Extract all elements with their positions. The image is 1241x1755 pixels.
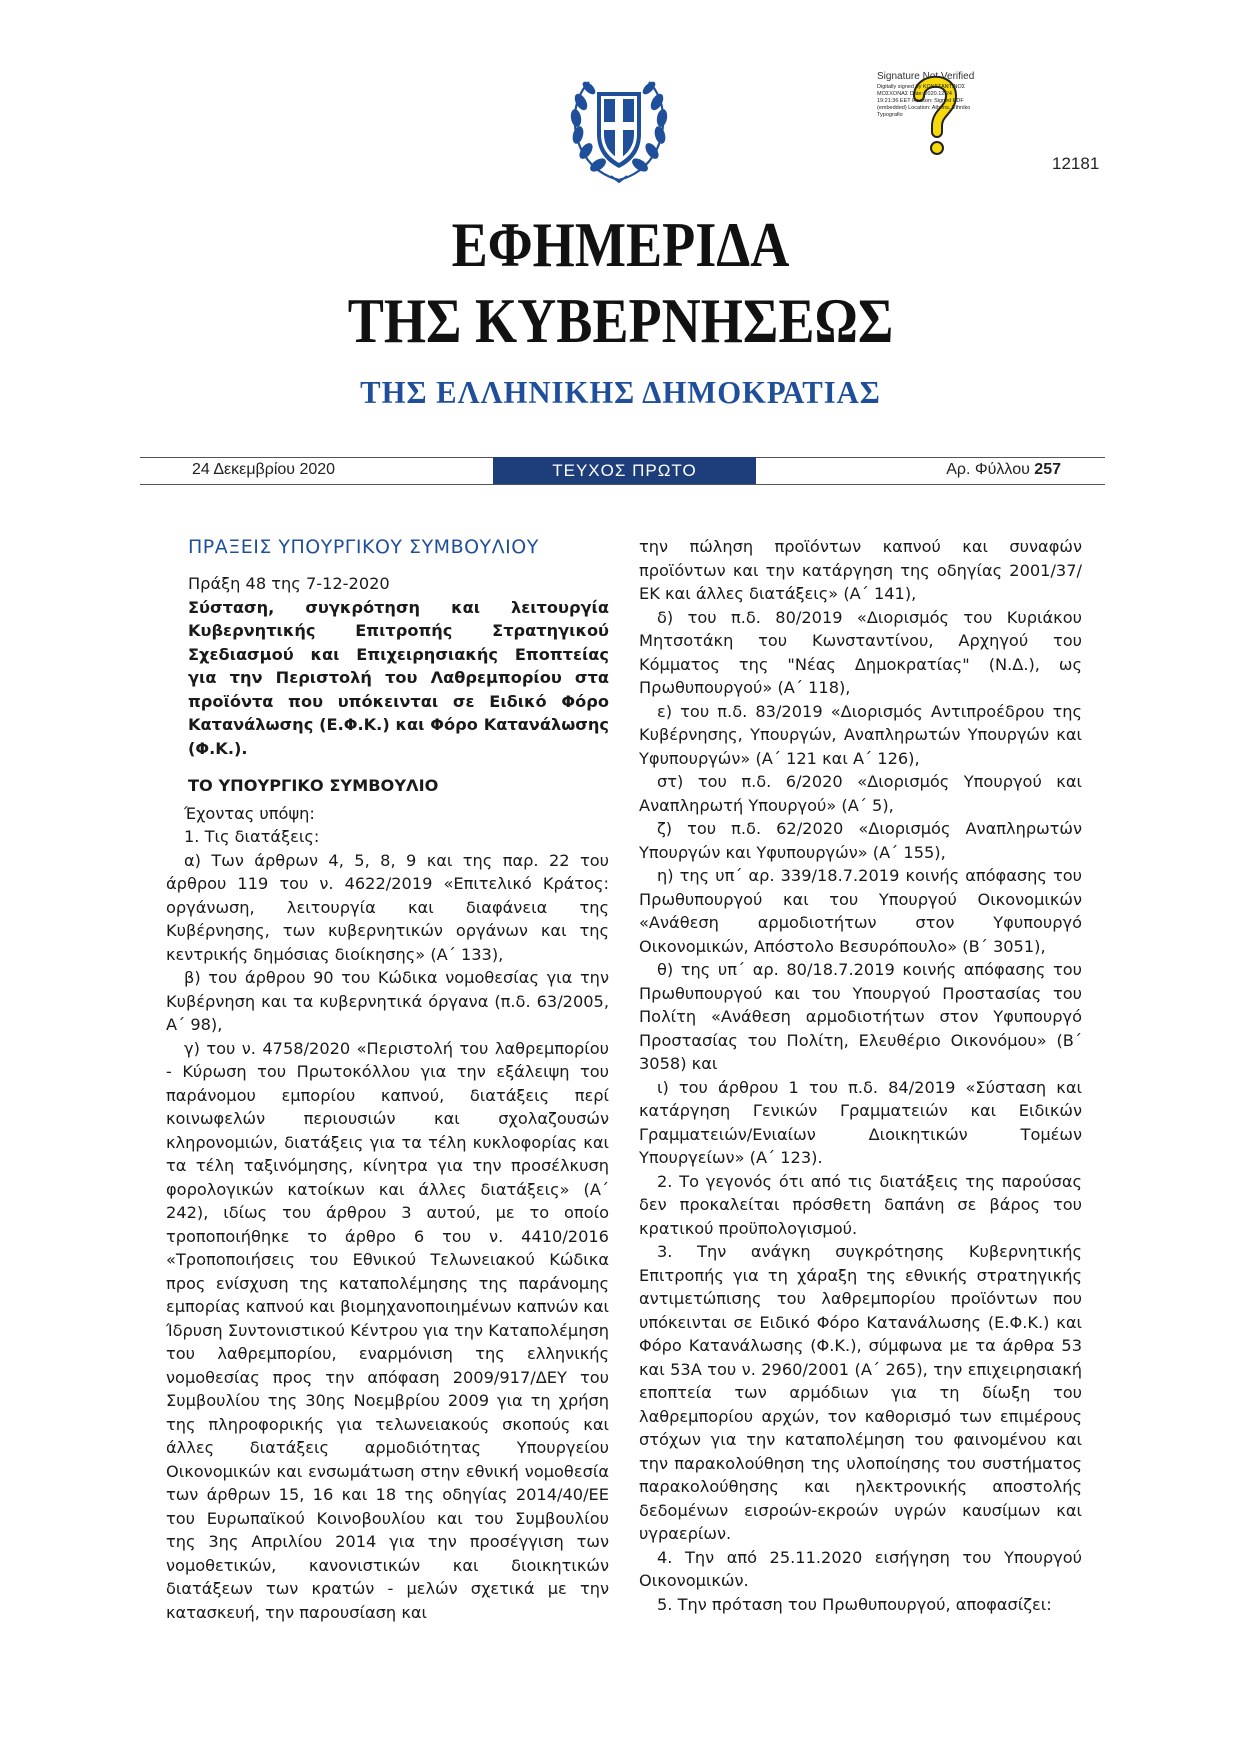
issue-bar <box>140 457 1105 485</box>
signature-status: Signature Not Verified <box>877 71 975 82</box>
issue-sheet-label: Αρ. Φύλλου <box>946 461 1030 478</box>
section-heading: ΠΡΑΞΕΙΣ ΥΠΟΥΡΓΙΚΟΥ ΣΥΜΒΟΥΛΙΟΥ <box>188 536 539 558</box>
gazette-title-line2: ΤΗΣ ΚΥΒΕΡΝΗΣΕΩΣ <box>347 286 894 356</box>
paragraph: 1. Τις διατάξεις: <box>184 827 320 846</box>
paragraph: 4. Την από 25.11.2020 εισήγηση του Υπουργού Οικονομικών. <box>639 1547 1082 1590</box>
paragraph: 3. Την ανάγκη συγκρότησης Κυβερνητικής Επιτροπής για τη χάραξη της εθνικής στρατηγικής αντιμετώπισης του λαθρεμπορίου προϊόντων που υπόκεινται σε Ειδικό Φόρο Κατανάλωσης (Ε.Φ.Κ.) και Φόρο Κατανάλωσης (Φ.Κ.), σύμφωνα με τα άρθρα 53 και 53Α του ν. 2960/2001 (Α΄ 265), την επιχειρησιακή εποπτεία των αρμόδιων για τη δίωξη του λαθρεμπορίου αρχών, τον καθορισμό των επιμέρους στόχων για την καταπολέμηση του φαινομένου και την παρακολούθηση της υλοποίησης του συστήματος παρακολούθησης και ηλεκτρονικής αποστολής δεδομένων εισροών-εκροών υγρών καυσίμων και υγραερίων. <box>639 1242 1082 1543</box>
paragraph: την πώληση προϊόντων καπνού και συναφών προϊόντων και την κατάργηση της οδηγίας 2001/37/ΕΚ και άλλες διατάξεις» (Α΄ 141), <box>639 537 1082 603</box>
act-title: Σύσταση, συγκρότηση και λειτουργία Κυβερνητικής Επιτροπής Στρατηγικού Σχεδιασμού και Επιχειρησιακής Εποπτείας για την Περιστολή του Λαθρεμπορίου στα προϊόντα που υπόκεινται σε Ειδικό Φόρο Κατανάλωσης (Ε.Φ.Κ.) και Φόρο Κατανάλωσης (Φ.Κ.). <box>188 597 609 758</box>
paragraph: 2. Το γεγονός ότι από τις διατάξεις της παρούσας δεν προκαλείται πρόσθετη δαπάνη σε βάρος του κρατικού προϋπολογισμού. <box>639 1171 1082 1238</box>
paragraph: στ) του π.δ. 6/2020 «Διορισμός Υπουργού και Αναπληρωτή Υπουργού» (Α΄ 5), <box>639 772 1082 815</box>
paragraph: ι) του άρθρου 1 του π.δ. 84/2019 «Σύσταση και κατάργηση Γενικών Γραμματειών και Ειδικών Γραμματειών/Ενιαίων Διοικητικών Τομέων Υπουργείων» (Α΄ 123). <box>639 1077 1082 1167</box>
paragraph: Έχοντας υπόψη: <box>184 803 315 823</box>
digital-signature-stamp <box>877 72 977 164</box>
paragraph: θ) της υπ΄ αρ. 80/18.7.2019 κοινής απόφασης του Πρωθυπουργού και του Υπουργού Προστασίας του Πολίτη «Ανάθεση αρμοδιοτήτων στον Υφυπουργό Προστασίας του Πολίτη, Ελευθέριο Οικονόμου» (Β΄ 3058) και <box>639 960 1082 1073</box>
right-column <box>639 535 1082 1616</box>
paragraph: 5. Την πρόταση του Πρωθυπουργού, αποφασίζει: <box>657 1594 1052 1614</box>
signature-details: Digitally signed by ΚΩΝΣΤΑΝΤΙΝΟΣ ΜΟΣΧΟΝΑΣ Date: 2020.12.24 19:21:36 EET Reason: Signed PDF (embedded) Location: Athens, Ethniko Typografio <box>877 84 971 118</box>
paragraph: β) του άρθρου 90 του Κώδικα νομοθεσίας για την Κυβέρνηση και τα κυβερνητικά όργανα (π.δ. 63/2005, Α΄ 98), <box>166 968 609 1034</box>
issue-sheet-number <box>946 461 1061 479</box>
page-number: 12181 <box>1052 154 1100 173</box>
issue-date: 24 Δεκεμβρίου 2020 <box>192 461 336 478</box>
paragraph: η) της υπ΄ αρ. 339/18.7.2019 κοινής απόφασης του Πρωθυπουργού και του Υπουργού Οικονομικών «Ανάθεση αρμοδιοτήτων στον Υφυπουργό Οικονομικών, Απόστολο Βεσυρόπουλο» (Β΄ 3051), <box>639 866 1082 956</box>
paragraph: ε) του π.δ. 83/2019 «Διορισμός Αντιπροέδρου της Κυβέρνησης, Υπουργών, Αναπληρωτών Υπουργών και Υφυπουργών» (Α΄ 121 και Α΄ 126), <box>639 701 1082 768</box>
paragraph: α) Των άρθρων 4, 5, 8, 9 και της παρ. 22 του άρθρου 119 του ν. 4622/2019 «Επιτελικό Κράτος: οργάνωση, λειτουργία και διαφάνεια της Κυβέρνησης, των κυβερνητικών οργάνων και της κεντρικής δημόσιας διοίκησης» (Α΄ 133), <box>166 850 609 964</box>
left-column <box>166 534 609 1624</box>
paragraph: γ) του ν. 4758/2020 «Περιστολή του λαθρεμπορίου - Κύρωση του Πρωτοκόλλου για την εξάλειψη του παράνομου εμπορίου καπνού, διατάξεις περί κοινωφελών περιουσιών και σχολαζουσών κληρονομιών, διατάξεις για τα τέλη κυκλοφορίας και τα τέλη ταξινόμησης, κίνητρα για την προσέλκυση φορολογικών κατοίκων και άλλες διατάξεις» (Α΄ 242), ιδίως του άρθρου 3 αυτού, με το οποίο τροποποιήθηκε το άρθρο 6 του ν. 4410/2016 «Τροποποιήσεις του Εθνικού Τελωνειακού Κώδικα προς ενίσχυση της καταπολέμησης της παράνομης εμπορίας καπνού και βιομηχανοποιημένων καπνών και Ίδρυση Συντονιστικού Κέντρου για την Καταπολέμηση του λαθρεμπορίου, εναρμόνιση της ελληνικής νομοθεσίας προς την απόφαση 2009/917/ΔΕΥ του Συμβουλίου της 30ης Νοεμβρίου 2009 για τη χρήση της πληροφορικής για τελωνειακούς σκοπούς και άλλες διατάξεις αρμοδιότητας Υπουργείου Οικονομικών και ενσωμάτωση στην εθνική νομοθεσία των άρθρων 15, 16 και 18 της οδηγίας 2014/40/ΕΕ του Ευρωπαϊκού Κοινοβουλίου και του Συμβουλίου της 3ης Απριλίου 2014 για την προσέγγιση των νομοθετικών, κανονιστικών και διοικητικών διατάξεων των κρατών - μελών σχετικά με την κατασκευή, την παρουσίαση και <box>166 1038 609 1622</box>
issue-sheet-value: 257 <box>1034 461 1061 478</box>
gazette-subtitle: ΤΗΣ ΕΛΛΗΝΙΚΗΣ ΔΗΜΟΚΡΑΤΙΑΣ <box>360 374 881 410</box>
gazette-title-line1: ΕΦΗΜΕΡΙΔΑ <box>451 210 790 280</box>
greek-coat-of-arms-emblem <box>567 68 671 188</box>
paragraph: ζ) του π.δ. 62/2020 «Διορισμός Αναπληρωτών Υπουργών και Υφυπουργών» (Α΄ 155), <box>639 819 1082 862</box>
council-heading: ΤΟ ΥΠΟΥΡΓΙΚΟ ΣΥΜΒΟΥΛΙΟ <box>188 776 439 795</box>
issue-type-badge: ΤΕΥΧΟΣ ΠΡΩΤΟ <box>493 457 756 484</box>
act-number: Πράξη 48 της 7-12-2020 <box>188 574 390 593</box>
paragraph: δ) του π.δ. 80/2019 «Διορισμός του Κυριάκου Μητσοτάκη του Κωνσταντίνου, Αρχηγού του Κόμματος της "Νέας Δημοκρατίας" (Ν.Δ.), ως Πρωθυπουργού» (Α΄ 118), <box>639 607 1082 697</box>
